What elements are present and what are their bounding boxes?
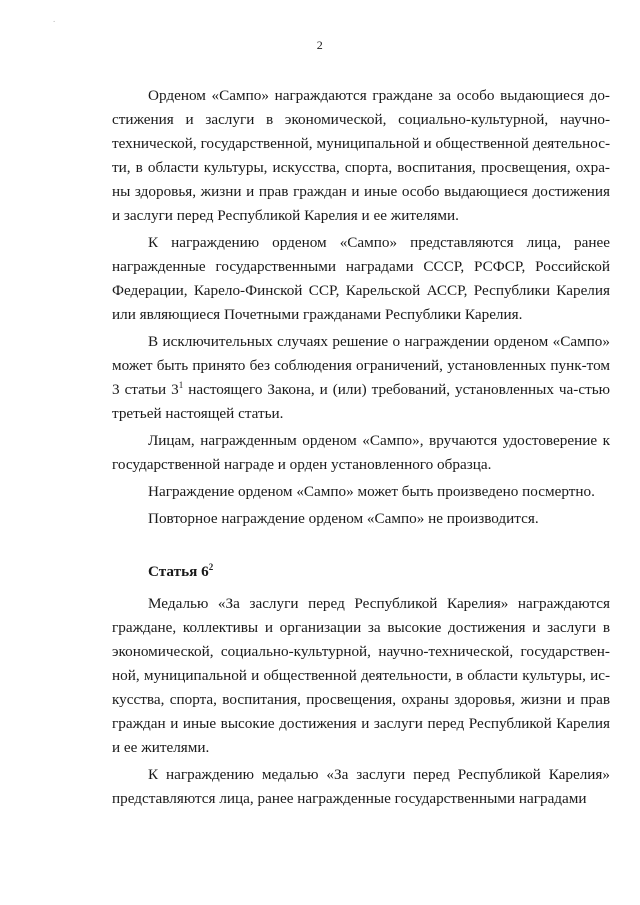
- article-title: Статья 6: [148, 563, 209, 580]
- paragraph-order-certificate: Лицам, награжденным орденом «Сампо», вручаются удостоверение к государственной награде и орден установленного образца.: [112, 432, 610, 473]
- paragraph-text: В исключительных случаях решение о награждении орденом «Сампо» может быть принято без соблюдения ограничений, установленных пунк-том 3 статьи 3: [112, 333, 610, 398]
- article-heading: [112, 560, 610, 584]
- paragraph-order-exceptions: [112, 330, 610, 426]
- document-body: [112, 84, 610, 814]
- paragraph-order-posthumous: Награждение орденом «Сампо» может быть произведено посмертно.: [148, 483, 595, 500]
- article-superscript: 2: [208, 562, 214, 572]
- page-number: 2: [316, 38, 324, 52]
- scan-mark: .: [53, 14, 56, 24]
- paragraph-medal-criteria: Медалью «За заслуги перед Республикой Карелия» награждаются граждане, коллективы и организации за высокие достижения и заслуги в экономической, социально-культурной, научно-технической, государствен-ной, муниципальной и общественной деятельности, в области культуры, ис-кусства, спорта, воспитания, просвещения, охраны здоровья, жизни и прав граждан и иные высокие достижения и заслуги перед Республикой Карелия и ее жителями.: [112, 595, 610, 756]
- paragraph-order-candidates: К награждению орденом «Сампо» представляются лица, ранее награжденные государственными наградами СССР, РСФСР, Российской Федерации, Карело-Финской ССР, Карельской АССР, Республики Карелия или являющиеся Почетными гражданами Республики Карелия.: [112, 234, 610, 323]
- paragraph-text: настоящего Закона, и (или) требований, установленных ча-стью третьей настоящей статьи.: [112, 381, 610, 422]
- paragraph-order-criteria: Орденом «Сампо» награждаются граждане за особо выдающиеся до-стижения и заслуги в экономической, социально-культурной, научно-технической, государственной, муниципальной и общественной деятельнос-ти, в области культуры, искусства, спорта, воспитания, просвещения, охра-ны здоровья, жизни и прав граждан и иные особо выдающиеся достижения и заслуги перед Республикой Карелия и ее жителями.: [112, 87, 610, 224]
- paragraph-medal-candidates: К награждению медалью «За заслуги перед Республикой Карелия» представляются лица, ранее награжденные государственными наградами: [112, 766, 610, 807]
- paragraph-order-repeat: Повторное награждение орденом «Сампо» не производится.: [148, 510, 539, 527]
- superscript: 1: [178, 380, 184, 390]
